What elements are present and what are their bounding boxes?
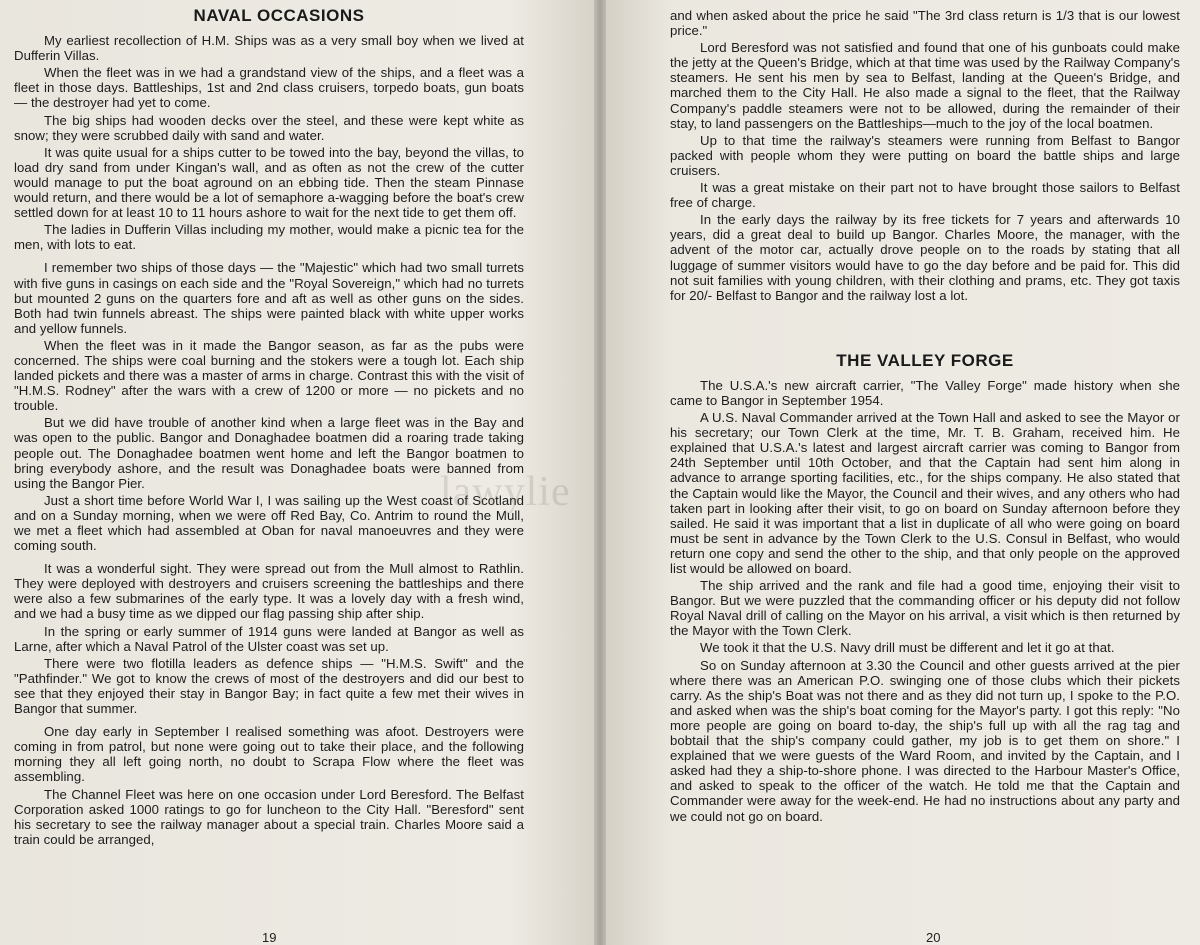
book-gutter xyxy=(594,0,606,945)
paragraph: Up to that time the railway's steamers were running from Belfast to Bangor packed with people whom they were putting on board the battle ships and large cruisers. xyxy=(670,132,1180,178)
paragraph: When the fleet was in we had a grandstand view of the ships, and a fleet was a fleet in those days. Battleships, 1st and 2nd class cruisers, torpedo boats, gun boats — the destroyer had yet to come. xyxy=(14,65,524,111)
paragraph: A U.S. Naval Commander arrived at the Town Hall and asked to see the Mayor or his secretary; our Town Clerk at the time, Mr. T. B. Graham, received him. He explained that U.S.A.'s latest and largest aircraft carrier was coming to Bangor from 24th September until 10th October, and that the Captain had sent him along in advance to arrange sporting facilities, etc., for the ships company. He also stated that the Captain would like the Mayor, the Council and their wives, and any others who had taken part in looking after their visit, to go on board on Sunday afternoon before they sailed. He said it was important that a list in duplicate of all who were going on board must be sent in advance by the Town Clerk to the U.S. Consul in Belfast, who would return one copy and send the other to the ship, and that only people on the approved list would be allowed on board. xyxy=(670,410,1180,576)
page-number-left: 19 xyxy=(262,930,277,945)
right-page xyxy=(600,0,1200,945)
section-spacer xyxy=(670,305,1180,353)
paragraph: The ship arrived and the rank and file had a good time, enjoying their visit to Bangor. But we were puzzled that the commanding officer or his deputy did not follow Royal Naval drill of calling on the Mayor on his arrival, a visit which is then returned by the Mayor with the Town Clerk. xyxy=(670,578,1180,639)
paragraph: But we did have trouble of another kind when a large fleet was in the Bay and was open to the public. Bangor and Donaghadee boatmen did a roaring trade taking people out. The Donaghadee boatmen went home and left the Bangor boatmen to bring everybody ashore, and the result was Donaghadee boats were banned from using the Bangor Pier. xyxy=(14,415,524,491)
paragraph: Lord Beresford was not satisfied and found that one of his gunboats could make the jetty at the Queen's Bridge, which at that time was used by the Railway Company's steamers. He sent his men by sea to Belfast, landing at the Queen's Bridge, and marched them to the City Hall. He also made a signal to the fleet, that the Railway Company's paddle steamers were not to be allowed, during the remainder of their stay, to land passengers on the Battleships—much to the joy of the local boatmen. xyxy=(670,40,1180,131)
paragraph: The Channel Fleet was here on one occasion under Lord Beresford. The Belfast Corporation asked 1000 ratings to go for luncheon to the City Hall. "Beresford" sent his secretary to see the railway manager about a special train. Charles Moore said a train could be arranged, xyxy=(14,786,524,847)
paragraph: It was a wonderful sight. They were spread out from the Mull almost to Rathlin. They were deployed with destroyers and cruisers screening the battleships and there were also a few submarines of the early type. It was a lovely day with a fresh wind, and we had a busy time as we dipped our flag passing ship after ship. xyxy=(14,561,524,622)
paragraph: The big ships had wooden decks over the steel, and these were kept white as snow; they were scrubbed daily with sand and water. xyxy=(14,112,524,143)
paragraph: and when asked about the price he said "The 3rd class return is 1/3 that is our lowest price." xyxy=(670,8,1180,39)
chapter-title-valley-forge: THE VALLEY FORGE xyxy=(836,350,1014,370)
paragraph: When the fleet was in it made the Bangor season, as far as the pubs were concerned. The ships were coal burning and the stokers were a tough lot. Each ship landed pickets and there was a master of arms in charge. Contrast this with the visit of "H.M.S. Rodney" after the wars with a crew of 1200 or more — no pickets and no trouble. xyxy=(14,337,524,414)
left-text-column xyxy=(14,8,524,849)
chapter-title-naval-occasions: NAVAL OCCASIONS xyxy=(193,6,365,25)
paragraph: So on Sunday afternoon at 3.30 the Council and other guests arrived at the pier where there was an American P.O. swinging one of those clubs which their pickets carry. As the ship's Boat was not there and as they did not turn up, I spoke to the P.O. and asked when was the ship's boat coming for the Mayor's party. I got this reply: "No more people are going on board to-day, the ship's full up with all the rag tag and bobtail that the ship's company could gather, my job is to get them on shore." I explained that we were guests of the Ward Room, and invited by the Captain, and I asked had they a ship-to-shore phone. I was directed to the Harbour Master's Office, and asked to speak to the officer of the watch. He told me that the Captain and Commander were away for the week-end. He had no instructions about any party and we could not go on board. xyxy=(670,657,1180,824)
paragraph: I remember two ships of those days — the "Majestic" which had two small turrets with five guns in casings on each side and the "Royal Sovereign," which had no turrets but mounted 2 guns on the quarters fore and aft as well as other guns on the sides. Both had twin funnels abreast. The ships were painted black with white upper works and yellow funnels. xyxy=(14,260,524,336)
paragraph: In the spring or early summer of 1914 guns were landed at Bangor as well as Larne, after which a Naval Patrol of the Ulster coast was set up. xyxy=(14,623,524,654)
paragraph: Just a short time before World War I, I was sailing up the West coast of Scotland and on a Sunday morning, when we were off Red Bay, Co. Antrim to round the Mull, we met a fleet which had assembled at Oban for naval manoeuvres and they were coming south. xyxy=(14,492,524,554)
page-number-right: 20 xyxy=(926,930,941,945)
right-text-column xyxy=(670,8,1180,826)
paragraph: There were two flotilla leaders as defence ships — "H.M.S. Swift" and the "Pathfinder." We got to know the crews of most of the destroyers and did our best to see that they enjoyed their stay in Bangor Bay; in fact quite a few met their wives in Bangor that summer. xyxy=(14,655,524,717)
paragraph: My earliest recollection of H.M. Ships was as a very small boy when we lived at Dufferin Villas. xyxy=(14,33,524,64)
paragraph: We took it that the U.S. Navy drill must be different and let it go at that. xyxy=(700,640,1115,656)
paragraph: It was a great mistake on their part not to have brought those sailors to Belfast free of charge. xyxy=(670,180,1180,211)
paragraph: The ladies in Dufferin Villas including my mother, would make a picnic tea for the men, with lots to eat. xyxy=(14,222,524,253)
paragraph: In the early days the railway by its free tickets for 7 years and afterwards 10 years, did a great deal to build up Bangor. Charles Moore, the manager, with the advent of the motor car, actually drove people on to the roads by stating that all luggage of summer visitors would have to go the day before and be paid for. This did not suit families with young children, with their clothing and prams, etc. They got taxis for 20/- Belfast to Bangor and the railway lost a lot. xyxy=(670,212,1180,303)
paragraph: It was quite usual for a ships cutter to be towed into the bay, beyond the villas, to load dry sand from under Kingan's wall, and as often as not the crew of the cutter would manage to put the boat aground on an ebbing tide. Then the steam Pinnase would return, and there would be a lot of semaphore a-wagging before the boat's crew settled down for at least 10 to 11 hours ashore to wait for the next tide to get them off. xyxy=(14,144,524,221)
paragraph: The U.S.A.'s new aircraft carrier, "The Valley Forge" made history when she came to Bangor in September 1954. xyxy=(670,377,1180,408)
paragraph: One day early in September I realised something was afoot. Destroyers were coming in from patrol, but none were going out to take their place, and the following morning they all left going north, no doubt to Scrapa Flow where the fleet was assembling. xyxy=(14,724,524,785)
watermark: lawylie xyxy=(440,469,571,515)
